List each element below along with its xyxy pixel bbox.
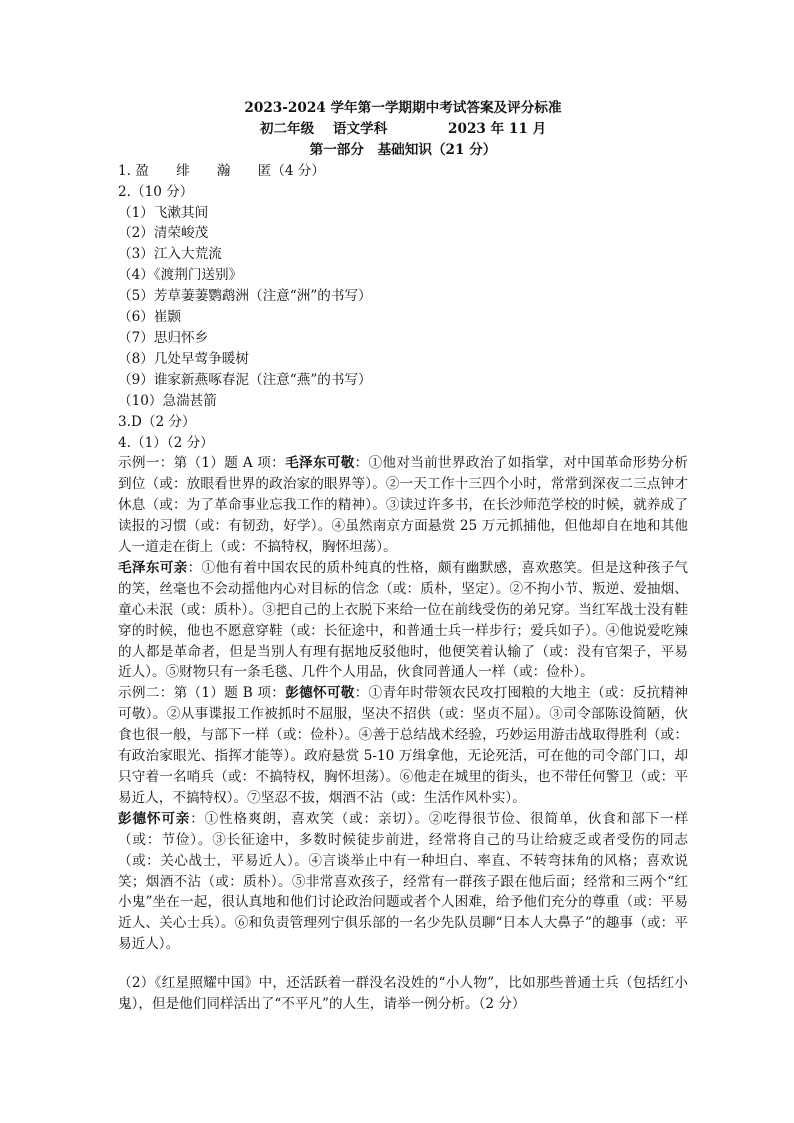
example-1-respect	[118, 453, 688, 558]
example-1-heading: 毛泽东可敬	[285, 455, 355, 472]
q2-item: （6）崔颢	[118, 309, 182, 326]
subject-label: 语文学科	[332, 120, 388, 137]
example-2-prefix: 示例二：第（1）题 B 项：	[118, 685, 286, 702]
grade-label: 初二年级	[259, 120, 315, 137]
section-heading: 第一部分 基础知识（21 分）	[309, 141, 497, 158]
q2-item: （7）思归怀乡	[118, 329, 209, 346]
example-2b-heading: 彭德怀可亲	[118, 810, 191, 827]
example-1-prefix: 示例一：第（1）题 A 项：	[118, 455, 286, 472]
date-label: 2023 年 11 月	[448, 120, 547, 137]
q2-item: （1）飞漱其间	[118, 204, 209, 221]
example-1b-heading: 毛泽东可亲	[118, 559, 188, 576]
q2-item: （2）清荣峻茂	[118, 225, 209, 242]
example-1-text: ：①他对当前世界政治了如指掌，对中国革命形势分析到位（或：放眼看世界的政治家的眼界等）。②一天工作十三四个小时，常常到深夜二三点钟才休息（或：为了革命事业忘我工作的精神）。③读过许多书，在长沙师范学校的时候，就养成了读报的习惯（或：有韧劲，好学）。④虽然南京方面悬赏 25 万元抓捕他，但他却自在地和其他人一道走在街上（或：不搞特权，胸怀坦荡）。	[118, 455, 689, 556]
q2-item: （8）几处早莺争暖树	[118, 350, 249, 367]
paragraph-gap	[118, 955, 688, 973]
example-1b-text: ：①他有着中国农民的质朴纯真的性格，颇有幽默感，喜欢憨笑。但是这种孩子气的笑，丝毫也不会动摇他内心对目标的信念（或：质朴，坚定）。②不拘小节、叛逆、爱抽烟、童心未泯（或：质朴）。③把自己的上衣脱下来给一位在前线受伤的弟兄穿。当红军战士没有鞋穿的时候，他也不愿意穿鞋（或：长征途中，和普通士兵一样步行；爱兵如子）。④他说爱吃辣的人都是革命者，但是当别人有理有据地反驳他时，他便笑着认输了（或：没有官架子，平易近人）。⑤财物只有一条毛毯、几件个人用品，伙食同普通人一样（或：俭朴）。	[118, 559, 689, 681]
question-2-label: 2.（10 分）	[118, 183, 194, 200]
example-2-text: ：①青年时带领农民攻打囤粮的大地主（或：反抗精神可敬）。②从事谍报工作被抓时不屈服，坚决不招供（或：坚贞不屈）。③司令部陈设简陋，伙食也很一般，与部下一样（或：俭朴）。④善于总结战术经验，巧妙运用游击战取得胜利（或：有政治家眼光、指挥才能等）。政府悬赏 5-10 万缉拿他，无论死活，可在他的司令部门口，却只守着一名哨兵（或：不搞特权，胸怀坦荡）。⑥他走在城里的街头，也不带任何警卫（或：平易近人，不搞特权）。⑦坚忍不拔，烟酒不沾（或：生活作风朴实）。	[118, 685, 689, 806]
example-2-kindness	[118, 809, 688, 955]
question-4-sub2: （2）《红星照耀中国》中，还活跃着一群没名没姓的“小人物”，比如那些普通士兵（包括红小鬼），但是他们同样活出了“不平凡”的人生，请举一例分析。（2 分）	[118, 975, 688, 1013]
q2-item: （3）江入大荒流	[118, 246, 222, 263]
q2-item: （9）谁家新燕啄春泥（注意“燕”的书写）	[118, 371, 372, 388]
example-2-heading: 彭德怀可敬	[285, 685, 355, 702]
question-3-answer: 3.D（2 分）	[118, 413, 196, 430]
q2-item: （4）《渡荆门送别》	[118, 267, 243, 284]
document-title: 2023-2024 学年第一学期期中考试答案及评分标准	[244, 100, 562, 116]
example-1-kindness	[118, 558, 688, 683]
document-body	[118, 98, 688, 1015]
question-1-answer: 1. 盈 绯 瀚 匿（4 分）	[118, 162, 325, 179]
q2-item: （5）芳草萋萋鹦鹉洲（注意“洲”的书写）	[118, 288, 372, 305]
question-4-label: 4.（1）（2 分）	[118, 434, 214, 451]
q2-item: （10）急湍甚箭	[118, 392, 217, 409]
example-2-respect	[118, 683, 688, 808]
document-subtitle	[118, 119, 688, 140]
example-2b-text: ：①性格爽朗，喜欢笑（或：亲切）。②吃得很节俭、很简单，伙食和部下一样（或：节俭）。③长征途中，多数时候徒步前进，经常将自己的马让给疲乏或者受伤的同志（或：关心战士，平易近人）。④言谈举止中有一种坦白、率直、不转弯抹角的风格；喜欢说笑；烟酒不沾（或：质朴）。⑤非常喜欢孩子，经常有一群孩子跟在他后面；经常和三两个“红小鬼”坐在一起，很认真地和他们讨论政治问题或者个人困难，给予他们充分的尊重（或：平易近人、关心士兵）。⑥和负责管理列宁俱乐部的一名少先队员聊“日本人大鼻子”的趣事（或：平易近人）。	[118, 810, 689, 953]
